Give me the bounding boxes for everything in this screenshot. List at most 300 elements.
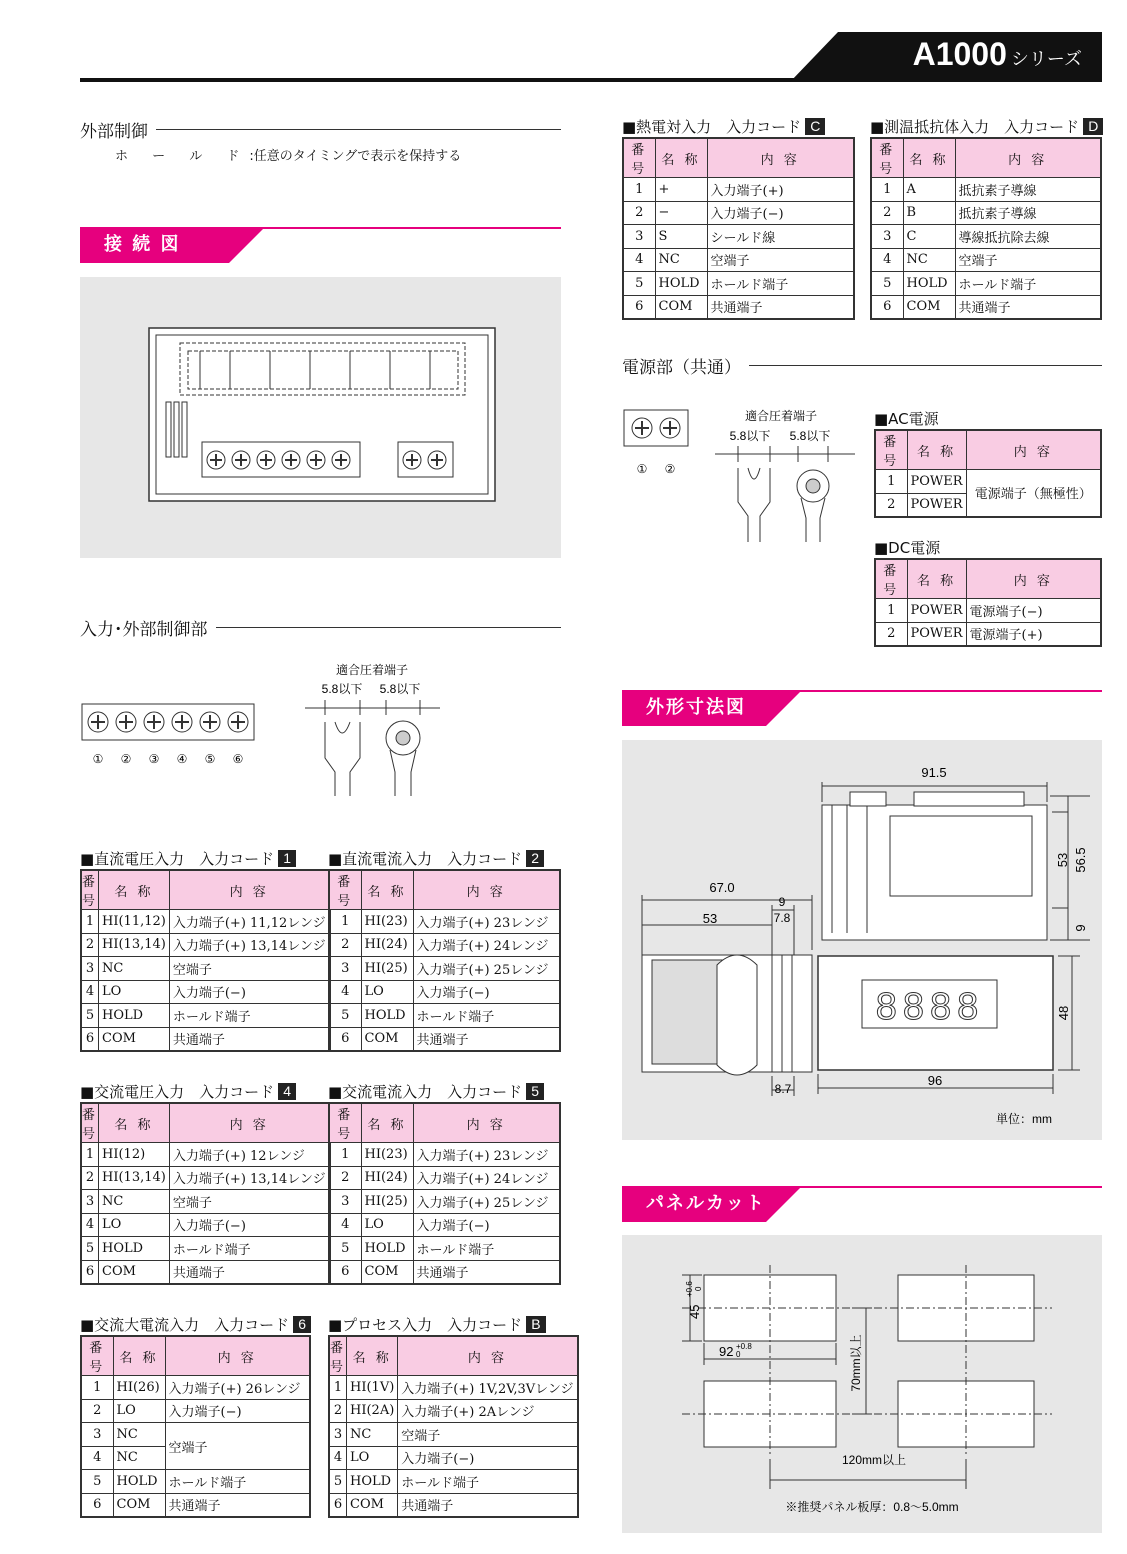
cell-no: 5 xyxy=(623,272,655,296)
table-row xyxy=(329,910,560,934)
dim-7-8: 7.8 xyxy=(773,911,791,925)
table-row xyxy=(81,1423,310,1447)
cell-content: ホールド端子 xyxy=(707,272,854,296)
dim-48: 48 xyxy=(1056,1005,1071,1021)
cell-no: 1 xyxy=(81,910,99,934)
cell-content: 入力端子(−) xyxy=(707,201,854,225)
cell-name: NC xyxy=(655,248,707,272)
hold-description: ホ ー ル ド:任意のタイミングで表示を保持する xyxy=(115,149,462,164)
table-row xyxy=(329,933,560,957)
table-row xyxy=(81,1399,310,1423)
table-row xyxy=(329,1237,560,1261)
cell-name: HI(24) xyxy=(361,1166,413,1190)
cell-name: COM xyxy=(903,295,955,319)
cell-no: 1 xyxy=(329,1143,361,1167)
cell-name: HI(1V) xyxy=(347,1376,398,1400)
cell-name: NC xyxy=(903,248,955,272)
cell-no: 1 xyxy=(875,470,907,494)
cell-content: 抵抗素子導線 xyxy=(955,178,1101,202)
connection-diagram xyxy=(80,277,561,558)
connection-banner: 接 続 図 xyxy=(80,227,561,263)
rear-panel-drawing xyxy=(80,277,561,558)
cell-no: 5 xyxy=(329,1004,361,1028)
table-row xyxy=(81,933,330,957)
cell-content: 空端子 xyxy=(169,957,329,981)
cell-name: HI(25) xyxy=(361,1190,413,1214)
cell-name: HOLD xyxy=(361,1004,413,1028)
header-content: 内 容 xyxy=(413,1103,560,1143)
external-control-heading: 外部制御 xyxy=(80,117,561,142)
cell-name: COM xyxy=(655,295,707,319)
table-row xyxy=(329,1423,578,1447)
cell-name: POWER xyxy=(907,599,966,623)
cell-name: HI(12) xyxy=(99,1143,170,1167)
cell-no: 6 xyxy=(329,1493,347,1517)
table-process xyxy=(328,1335,579,1518)
cell-no: 2 xyxy=(81,1399,113,1423)
cell-name: LO xyxy=(361,1213,413,1237)
table-row xyxy=(81,1260,330,1284)
table-row xyxy=(81,1237,330,1261)
table-row xyxy=(81,1376,310,1400)
cell-content: シールド線 xyxy=(707,225,854,249)
cell-no: 5 xyxy=(81,1470,113,1494)
cell-no: 2 xyxy=(329,933,361,957)
table-row xyxy=(875,599,1101,623)
table-row xyxy=(81,1213,330,1237)
cell-name: HI(23) xyxy=(361,1143,413,1167)
cell-no: 3 xyxy=(81,1423,113,1447)
cut-height-tol: +0.6 xyxy=(685,1281,694,1297)
table-row xyxy=(81,1166,330,1190)
cell-no: 1 xyxy=(329,1376,347,1400)
header-name: 名 称 xyxy=(907,559,966,599)
cell-content: 共通端子 xyxy=(169,1027,329,1051)
horizontal-gap: 120mm以上 xyxy=(841,1453,907,1467)
cut-width-tol: +0.8 xyxy=(736,1342,752,1351)
table-ac-power xyxy=(874,429,1102,518)
input-terminal-block xyxy=(202,442,360,477)
cell-name: NC xyxy=(347,1423,398,1447)
panel-cut-area xyxy=(622,1235,1102,1533)
cell-content: ホールド端子 xyxy=(165,1470,310,1494)
cell-content: ホールド端子 xyxy=(169,1237,329,1261)
cell-content: 空端子 xyxy=(165,1423,310,1470)
cell-name: HOLD xyxy=(655,272,707,296)
cell-name: COM xyxy=(347,1493,398,1517)
terminal-number: ③ xyxy=(148,752,160,766)
table-row xyxy=(623,295,854,319)
cell-no: 6 xyxy=(871,295,903,319)
terminal-number: ⑥ xyxy=(232,752,244,766)
series-label: シリーズ xyxy=(1010,49,1082,70)
cell-no: 5 xyxy=(871,272,903,296)
cell-no: 3 xyxy=(871,225,903,249)
table-row xyxy=(81,1004,330,1028)
cell-name: COM xyxy=(99,1027,170,1051)
cell-content: 入力端子(−) xyxy=(398,1446,578,1470)
dim-91-5: 91.5 xyxy=(921,765,947,780)
table-row xyxy=(871,295,1101,319)
cell-name: HOLD xyxy=(99,1237,170,1261)
header-no: 番号 xyxy=(875,430,907,470)
cell-name: HI(13,14) xyxy=(99,1166,170,1190)
terminal-number: ⑤ xyxy=(204,752,216,766)
terminal-number: ② xyxy=(120,752,132,766)
header-content: 内 容 xyxy=(165,1336,310,1376)
cell-content: ホールド端子 xyxy=(413,1004,560,1028)
dimensions-banner: 外形寸法図 xyxy=(622,690,1102,726)
header-content: 内 容 xyxy=(398,1336,578,1376)
table-dc-current xyxy=(328,869,561,1052)
table-row xyxy=(329,980,560,1004)
cell-content: 入力端子(+) 13,14レンジ xyxy=(169,933,329,957)
panel-cut-drawing xyxy=(622,1235,1102,1533)
table-row xyxy=(871,201,1101,225)
dim-9-side: 9 xyxy=(778,895,786,909)
cell-name: S xyxy=(655,225,707,249)
cut-height-tol0: 0 xyxy=(694,1286,703,1291)
header-name: 名 称 xyxy=(903,138,955,178)
table-row xyxy=(81,957,330,981)
header-content: 内 容 xyxy=(966,430,1101,470)
table-row xyxy=(329,1213,560,1237)
dimension-drawing xyxy=(622,740,1102,1140)
cell-no: 6 xyxy=(81,1027,99,1051)
input-section-heading: 入力･外部制御部 xyxy=(80,615,561,640)
table-title-ac-power: ■AC電源 xyxy=(874,410,939,428)
cell-no: 4 xyxy=(329,980,361,1004)
cell-name: NC xyxy=(113,1423,165,1447)
cell-no: 1 xyxy=(871,178,903,202)
cell-name: HI(23) xyxy=(361,910,413,934)
cell-no: 1 xyxy=(623,178,655,202)
cell-name: LO xyxy=(99,980,170,1004)
crimp-label: 適合圧着端子 xyxy=(744,409,818,423)
header-content: 内 容 xyxy=(955,138,1101,178)
cell-name: HOLD xyxy=(361,1237,413,1261)
table-dc-power xyxy=(874,558,1102,647)
cell-name: B xyxy=(903,201,955,225)
cell-name: HI(26) xyxy=(113,1376,165,1400)
header-content: 内 容 xyxy=(169,870,329,910)
table-row xyxy=(81,1027,330,1051)
table-row xyxy=(871,178,1101,202)
cell-no: 6 xyxy=(329,1027,361,1051)
cell-content: 導線抵抗除去線 xyxy=(955,225,1101,249)
cell-content: 共通端子 xyxy=(165,1493,310,1517)
cell-no: 4 xyxy=(329,1446,347,1470)
cell-content: 共通端子 xyxy=(955,295,1101,319)
cell-content: 入力端子(+) 23レンジ xyxy=(413,1143,560,1167)
cell-no: 6 xyxy=(81,1493,113,1517)
header-content: 内 容 xyxy=(966,559,1101,599)
cell-no: 2 xyxy=(329,1399,347,1423)
table-row xyxy=(329,1004,560,1028)
cell-content: 入力端子(+) 24レンジ xyxy=(413,933,560,957)
cell-name: COM xyxy=(99,1260,170,1284)
panel-cut-banner: パネルカット xyxy=(622,1186,1102,1222)
cell-no: 4 xyxy=(81,1446,113,1470)
cell-no: 1 xyxy=(81,1376,113,1400)
crimp-dim: 5.8以下 xyxy=(379,682,421,696)
panel-thickness-note: ※推奨パネル板厚：0.8〜5.0mm xyxy=(785,1500,959,1514)
cell-name: HOLD xyxy=(99,1004,170,1028)
header-name: 名 称 xyxy=(655,138,707,178)
cell-content: 入力端子(+) 2Aレンジ xyxy=(398,1399,578,1423)
dim-53-top: 53 xyxy=(1055,852,1070,868)
cell-content: 電源端子(−) xyxy=(966,599,1101,623)
cell-no: 4 xyxy=(81,980,99,1004)
header-no: 番号 xyxy=(329,870,361,910)
cell-name: NC xyxy=(113,1446,165,1470)
dim-53-side: 53 xyxy=(702,911,718,926)
crimp-dim: 5.8以下 xyxy=(321,682,363,696)
crimp-dim: 5.8以下 xyxy=(789,429,831,443)
cell-content: 空端子 xyxy=(169,1190,329,1214)
header-name: 名 称 xyxy=(347,1336,398,1376)
cell-name: LO xyxy=(347,1446,398,1470)
header-no: 番号 xyxy=(81,1336,113,1376)
table-row xyxy=(329,1493,578,1517)
header-name: 名 称 xyxy=(113,1336,165,1376)
cell-content: 空端子 xyxy=(707,248,854,272)
header-no: 番号 xyxy=(329,1336,347,1376)
cell-content: 入力端子(+) xyxy=(707,178,854,202)
cell-no: 5 xyxy=(81,1004,99,1028)
cell-content: ホールド端子 xyxy=(413,1237,560,1261)
terminal-number: ① xyxy=(636,462,648,476)
cell-content: ホールド端子 xyxy=(398,1470,578,1494)
cell-content: ホールド端子 xyxy=(169,1004,329,1028)
table-thermocouple xyxy=(622,137,855,320)
table-row xyxy=(81,1493,310,1517)
cell-content: 入力端子(+) 12レンジ xyxy=(169,1143,329,1167)
cell-no: 3 xyxy=(329,957,361,981)
cell-no: 3 xyxy=(81,1190,99,1214)
cell-no: 4 xyxy=(81,1213,99,1237)
table-row xyxy=(329,1027,560,1051)
table-dc-voltage xyxy=(80,869,331,1052)
table-row xyxy=(329,1446,578,1470)
dim-67: 67.0 xyxy=(709,880,735,895)
cell-no: 3 xyxy=(329,1423,347,1447)
table-row xyxy=(329,1376,578,1400)
cell-content: 共通端子 xyxy=(707,295,854,319)
table-title-dc-power: ■DC電源 xyxy=(874,539,941,557)
table-ac-voltage xyxy=(80,1102,331,1285)
header-content: 内 容 xyxy=(707,138,854,178)
cut-width: 92 xyxy=(719,1344,734,1359)
display-digits: 8888 xyxy=(875,986,985,1028)
cell-content: 空端子 xyxy=(398,1423,578,1447)
cut-height: 45 xyxy=(687,1304,702,1319)
cell-content: 入力端子(−) xyxy=(165,1399,310,1423)
dim-96: 96 xyxy=(927,1073,943,1088)
table-title-thermocouple: ■熱電対入力 入力コード C xyxy=(622,116,825,137)
terminal-number: ④ xyxy=(176,752,188,766)
table-row xyxy=(871,225,1101,249)
cell-content: 入力端子(+) 26レンジ xyxy=(165,1376,310,1400)
cell-name: HI(24) xyxy=(361,933,413,957)
cell-name: LO xyxy=(361,980,413,1004)
power-section-heading: 電源部（共通） xyxy=(622,353,1102,378)
table-row xyxy=(875,622,1101,646)
table-row xyxy=(329,1190,560,1214)
table-row xyxy=(871,248,1101,272)
table-row xyxy=(623,248,854,272)
table-title-ac-voltage: ■交流電圧入力 入力コード 4 xyxy=(80,1081,296,1102)
header-name: 名 称 xyxy=(361,870,413,910)
cell-no: 6 xyxy=(329,1260,361,1284)
table-row xyxy=(329,1470,578,1494)
cell-content: 入力端子(+) 25レンジ xyxy=(413,1190,560,1214)
cell-name: C xyxy=(903,225,955,249)
table-row xyxy=(623,178,854,202)
cell-no: 3 xyxy=(623,225,655,249)
table-title-rtd: ■測温抵抗体入力 入力コード D xyxy=(870,116,1103,137)
table-row xyxy=(329,1399,578,1423)
cell-content: 抵抗素子導線 xyxy=(955,201,1101,225)
dimension-drawing-area xyxy=(622,740,1102,1140)
cell-content: 入力端子(+) 1V,2V,3Vレンジ xyxy=(398,1376,578,1400)
cell-no: 3 xyxy=(329,1190,361,1214)
dim-56-5: 56.5 xyxy=(1073,847,1088,873)
table-row xyxy=(81,910,330,934)
table-ac-large-current xyxy=(80,1335,311,1518)
table-row xyxy=(81,1470,310,1494)
cell-content: 電源端子（無極性） xyxy=(966,470,1101,517)
header-name: 名 称 xyxy=(99,1103,170,1143)
table-title-dc-voltage: ■直流電圧入力 入力コード 1 xyxy=(80,848,296,869)
cell-no: 2 xyxy=(623,201,655,225)
cell-no: 6 xyxy=(81,1260,99,1284)
cell-no: 4 xyxy=(871,248,903,272)
cell-no: 5 xyxy=(81,1237,99,1261)
table-ac-current xyxy=(328,1102,561,1285)
header-title xyxy=(860,36,1100,80)
cell-content: ホールド端子 xyxy=(955,272,1101,296)
table-row xyxy=(623,225,854,249)
cell-name: NC xyxy=(99,1190,170,1214)
header-content: 内 容 xyxy=(169,1103,329,1143)
cell-no: 3 xyxy=(81,957,99,981)
cut-width-tol0: 0 xyxy=(736,1350,741,1359)
dim-9-right: 9 xyxy=(1073,924,1088,932)
header-no: 番号 xyxy=(81,1103,99,1143)
table-row xyxy=(875,470,1101,494)
table-title-ac-current: ■交流電流入力 入力コード 5 xyxy=(328,1081,544,1102)
cell-no: 1 xyxy=(81,1143,99,1167)
table-rtd xyxy=(870,137,1102,320)
crimp-dim: 5.8以下 xyxy=(729,429,771,443)
cell-no: 1 xyxy=(875,599,907,623)
crimp-label: 適合圧着端子 xyxy=(335,663,409,677)
cell-content: 入力端子(+) 23レンジ xyxy=(413,910,560,934)
cell-no: 4 xyxy=(623,248,655,272)
cell-content: 入力端子(−) xyxy=(169,1213,329,1237)
cell-name: + xyxy=(655,178,707,202)
unit-label: 単位：mm xyxy=(996,1112,1052,1126)
header-content: 内 容 xyxy=(413,870,560,910)
table-row xyxy=(81,1143,330,1167)
cell-name: POWER xyxy=(907,493,966,517)
cell-name: HI(13,14) xyxy=(99,933,170,957)
header-no: 番号 xyxy=(871,138,903,178)
cell-name: NC xyxy=(99,957,170,981)
cell-name: − xyxy=(655,201,707,225)
power-terminal-drawing xyxy=(620,402,870,552)
table-row xyxy=(329,1143,560,1167)
header-no: 番号 xyxy=(875,559,907,599)
cell-name: HI(25) xyxy=(361,957,413,981)
cell-name: COM xyxy=(113,1493,165,1517)
table-row xyxy=(329,1166,560,1190)
table-row xyxy=(623,272,854,296)
header-name: 名 称 xyxy=(99,870,170,910)
cell-no: 2 xyxy=(875,493,907,517)
cell-no: 5 xyxy=(329,1470,347,1494)
header-no: 番号 xyxy=(623,138,655,178)
cell-content: 入力端子(+) 11,12レンジ xyxy=(169,910,329,934)
cell-content: 電源端子(+) xyxy=(966,622,1101,646)
cell-content: 入力端子(+) 13,14レンジ xyxy=(169,1166,329,1190)
model-name: A1000 xyxy=(912,36,1007,72)
header-name: 名 称 xyxy=(907,430,966,470)
dim-8-7: 8.7 xyxy=(774,1082,792,1096)
cell-no: 2 xyxy=(81,1166,99,1190)
cell-no: 1 xyxy=(329,910,361,934)
cell-content: 共通端子 xyxy=(398,1493,578,1517)
cell-name: POWER xyxy=(907,470,966,494)
table-title-dc-current: ■直流電流入力 入力コード 2 xyxy=(328,848,544,869)
cell-content: 空端子 xyxy=(955,248,1101,272)
table-row xyxy=(81,1190,330,1214)
cell-name: POWER xyxy=(907,622,966,646)
cell-content: 入力端子(−) xyxy=(169,980,329,1004)
cell-name: COM xyxy=(361,1260,413,1284)
cell-name: LO xyxy=(113,1399,165,1423)
cell-no: 2 xyxy=(329,1166,361,1190)
header-name: 名 称 xyxy=(361,1103,413,1143)
cell-no: 2 xyxy=(875,622,907,646)
input-terminal-drawing xyxy=(80,660,440,800)
cell-content: 入力端子(−) xyxy=(413,1213,560,1237)
cell-content: 共通端子 xyxy=(413,1260,560,1284)
cell-content: 入力端子(+) 25レンジ xyxy=(413,957,560,981)
vertical-gap: 70mm以上 xyxy=(849,1334,863,1392)
cell-no: 6 xyxy=(623,295,655,319)
cell-name: LO xyxy=(99,1213,170,1237)
cell-name: HOLD xyxy=(113,1470,165,1494)
cell-content: 入力端子(−) xyxy=(413,980,560,1004)
table-title-ac-large-current: ■交流大電流入力 入力コード 6 xyxy=(80,1314,311,1335)
table-row xyxy=(871,272,1101,296)
table-row xyxy=(81,980,330,1004)
terminal-number: ① xyxy=(92,752,104,766)
cell-no: 2 xyxy=(871,201,903,225)
cell-content: 入力端子(+) 24レンジ xyxy=(413,1166,560,1190)
header-no: 番号 xyxy=(81,870,99,910)
table-row xyxy=(623,201,854,225)
terminal-number: ② xyxy=(664,462,676,476)
table-title-process: ■プロセス入力 入力コード B xyxy=(328,1314,546,1335)
cell-name: COM xyxy=(361,1027,413,1051)
cell-content: 共通端子 xyxy=(413,1027,560,1051)
table-row xyxy=(329,957,560,981)
cell-name: HI(11,12) xyxy=(99,910,170,934)
cell-no: 5 xyxy=(329,1237,361,1261)
